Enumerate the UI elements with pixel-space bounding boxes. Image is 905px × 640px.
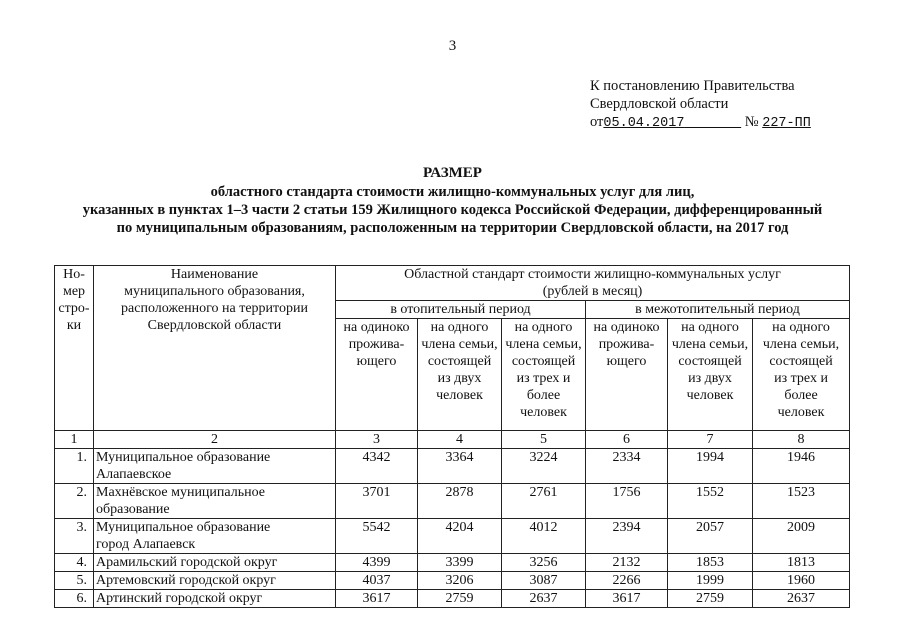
attachment-date-line xyxy=(590,113,811,133)
value-cell: 2334 xyxy=(586,449,668,484)
value-cell: 3617 xyxy=(336,590,418,608)
row-number: 2. xyxy=(55,484,94,519)
attachment-line1: К постановлению Правительства xyxy=(590,78,795,94)
header-municipality-name: Наименование муниципального образования, расположенного на территории Свердловской области xyxy=(94,266,336,431)
header-two: на одного члена семьи, состоящей из двух человек xyxy=(668,319,753,431)
row-number: 1. xyxy=(55,449,94,484)
value-cell: 4037 xyxy=(336,572,418,590)
header-heating-period: в отопительный период xyxy=(336,301,586,319)
value-cell: 3617 xyxy=(586,590,668,608)
row-number: 6. xyxy=(55,590,94,608)
value-cell: 2637 xyxy=(502,590,586,608)
value-cell: 3364 xyxy=(418,449,502,484)
col-number: 2 xyxy=(94,431,336,449)
value-cell: 2009 xyxy=(753,519,850,554)
header-single: на одиноко прожива- ющего xyxy=(336,319,418,431)
value-cell: 2057 xyxy=(668,519,753,554)
municipality-name: Муниципальное образование Алапаевское xyxy=(94,449,336,484)
value-cell: 3256 xyxy=(502,554,586,572)
value-cell: 2637 xyxy=(753,590,850,608)
value-cell: 1853 xyxy=(668,554,753,572)
municipality-name: Муниципальное образование город Алапаевск xyxy=(94,519,336,554)
standard-cost-table xyxy=(54,265,850,608)
value-cell: 1813 xyxy=(753,554,850,572)
title-line1: РАЗМЕР xyxy=(423,165,482,181)
value-cell: 2759 xyxy=(668,590,753,608)
value-cell: 2761 xyxy=(502,484,586,519)
column-numbers-row xyxy=(55,431,850,449)
row-number: 4. xyxy=(55,554,94,572)
value-cell: 3701 xyxy=(336,484,418,519)
value-cell: 2878 xyxy=(418,484,502,519)
value-cell: 3224 xyxy=(502,449,586,484)
date-prefix: от xyxy=(590,114,604,130)
value-cell: 1523 xyxy=(753,484,850,519)
attachment-block xyxy=(590,77,811,133)
col-number: 5 xyxy=(502,431,586,449)
municipality-name: Махнёвское муниципальное образование xyxy=(94,484,336,519)
table-row xyxy=(55,572,850,590)
resolution-date: 05.04.2017 xyxy=(603,116,685,131)
value-cell: 1756 xyxy=(586,484,668,519)
header-interheating-period: в межотопительный период xyxy=(586,301,850,319)
value-cell: 2132 xyxy=(586,554,668,572)
resolution-number: 227-ПП xyxy=(762,116,811,131)
col-number: 4 xyxy=(418,431,502,449)
municipality-name: Арамильский городской округ xyxy=(94,554,336,572)
value-cell: 4399 xyxy=(336,554,418,572)
table-row xyxy=(55,519,850,554)
municipality-name: Артемовский городской округ xyxy=(94,572,336,590)
value-cell: 3087 xyxy=(502,572,586,590)
value-cell: 1999 xyxy=(668,572,753,590)
col-number: 3 xyxy=(336,431,418,449)
document-title xyxy=(0,164,905,237)
table-row xyxy=(55,590,850,608)
value-cell: 1960 xyxy=(753,572,850,590)
row-number: 3. xyxy=(55,519,94,554)
value-cell: 2394 xyxy=(586,519,668,554)
attachment-line2: Свердловской области xyxy=(590,96,729,112)
header-standard: Областной стандарт стоимости жилищно-коммунальных услуг (рублей в месяц) xyxy=(336,266,850,301)
value-cell: 1994 xyxy=(668,449,753,484)
col-number: 1 xyxy=(55,431,94,449)
row-number: 5. xyxy=(55,572,94,590)
table-row xyxy=(55,484,850,519)
header-two: на одного члена семьи, состоящей из двух человек xyxy=(418,319,502,431)
header-three: на одного члена семьи, состоящей из трех и более человек xyxy=(502,319,586,431)
value-cell: 3399 xyxy=(418,554,502,572)
value-cell: 4204 xyxy=(418,519,502,554)
col-number: 7 xyxy=(668,431,753,449)
value-cell: 1552 xyxy=(668,484,753,519)
title-line3: указанных в пунктах 1–3 части 2 статьи 159 Жилищного кодекса Российской Федерации, дифференцированный xyxy=(82,202,823,218)
municipality-name: Артинский городской округ xyxy=(94,590,336,608)
title-line4: по муниципальным образованиям, расположенным на территории Свердловской области, на 2017 год xyxy=(116,220,789,236)
header-row-number: Но- мер стро- ки xyxy=(55,266,94,431)
value-cell: 3206 xyxy=(418,572,502,590)
col-number: 6 xyxy=(586,431,668,449)
col-number: 8 xyxy=(753,431,850,449)
value-cell: 2759 xyxy=(418,590,502,608)
value-cell: 4342 xyxy=(336,449,418,484)
number-prefix: № xyxy=(744,114,759,130)
table-row xyxy=(55,554,850,572)
value-cell: 1946 xyxy=(753,449,850,484)
value-cell: 5542 xyxy=(336,519,418,554)
header-single: на одиноко прожива- ющего xyxy=(586,319,668,431)
table-row xyxy=(55,449,850,484)
value-cell: 2266 xyxy=(586,572,668,590)
title-line2: областного стандарта стоимости жилищно-коммунальных услуг для лиц, xyxy=(210,184,695,200)
value-cell: 4012 xyxy=(502,519,586,554)
page-number: 3 xyxy=(448,38,457,54)
header-three: на одного члена семьи, состоящей из трех и более человек xyxy=(753,319,850,431)
